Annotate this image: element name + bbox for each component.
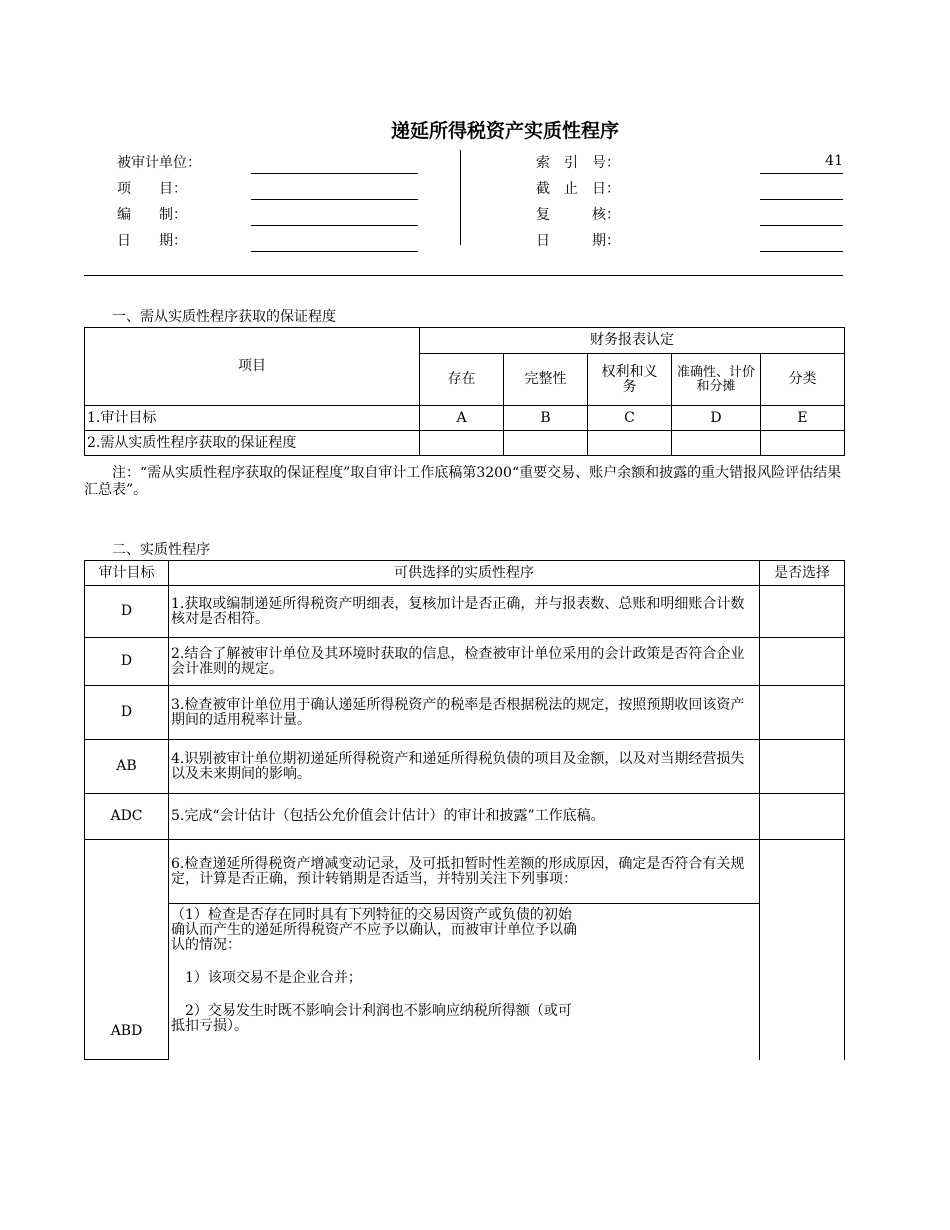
assertion-rights: 权利和义务	[588, 354, 672, 406]
sub-procedure-cell	[169, 904, 760, 1060]
header-label-project: 项 目：	[117, 181, 187, 197]
header-label-cutoff: 截 止 日：	[536, 181, 620, 197]
assurance-cell[interactable]	[761, 431, 845, 456]
objective-header: 审计目标	[85, 561, 169, 586]
header-label-auditee: 被审计单位：	[117, 155, 201, 171]
table-row	[85, 638, 845, 686]
table-row	[85, 904, 845, 1060]
assertion-existence: 存在	[420, 354, 504, 406]
index-field[interactable]: 41	[760, 153, 843, 174]
objective-cell: E	[761, 406, 845, 431]
header-label-date-left: 日 期：	[117, 233, 187, 249]
sub-procedure-item: 1）该项交易不是企业合并；	[171, 970, 362, 986]
selected-cell[interactable]	[760, 586, 845, 638]
assurance-cell[interactable]	[672, 431, 761, 456]
selected-header: 是否选择	[760, 561, 845, 586]
assertion-classification: 分类	[761, 354, 845, 406]
procedure-cell: 1.获取或编制递延所得税资产明细表，复核加计是否正确，并与报表数、总账和明细账合计数核对是否相符。	[169, 586, 760, 638]
assurance-cell[interactable]	[588, 431, 672, 456]
cutoff-field[interactable]	[760, 179, 843, 200]
assurance-table	[84, 327, 845, 456]
section1-heading: 一、需从实质性程序获取的保证程度	[112, 309, 336, 325]
row-label: 2.需从实质性程序获取的保证程度	[85, 431, 420, 456]
header-divider	[460, 150, 461, 245]
objective-cell: A	[420, 406, 504, 431]
section2-heading: 二、实质性程序	[112, 542, 210, 558]
selected-cell[interactable]	[760, 840, 845, 1060]
assertion-accuracy: 准确性、计价和分摊	[672, 354, 761, 406]
objective-cell: D	[85, 638, 169, 686]
date-field-right[interactable]	[760, 231, 843, 252]
preparer-field[interactable]	[251, 205, 418, 226]
objective-cell: D	[85, 686, 169, 740]
procedure-header: 可供选择的实质性程序	[169, 561, 760, 586]
procedure-cell: 5.完成“会计估计（包括公允价值会计估计）的审计和披露”工作底稿。	[169, 794, 760, 840]
section1-note: 注：“需从实质性程序获取的保证程度”取自审计工作底稿第3200“重要交易、账户余额和披露的重大错报风险评估结果汇总表”。	[84, 465, 842, 498]
sub-procedure-intro: （1）检查是否存在同时具有下列特征的交易因资产或负债的初始 确认而产生的递延所得税资产不应予以确认，而被审计单位予以确 认的情况：	[171, 907, 577, 953]
assurance-cell[interactable]	[420, 431, 504, 456]
procedure-cell: 2.结合了解被审计单位及其环境时获取的信息，检查被审计单位采用的会计政策是否符合企业会计准则的规定。	[169, 638, 760, 686]
procedure-cell: 3.检查被审计单位用于确认递延所得税资产的税率是否根据税法的规定，按照预期收回该资产期间的适用税率计量。	[169, 686, 760, 740]
assertions-group-header: 财务报表认定	[420, 328, 845, 354]
row-label: 1.审计目标	[85, 406, 420, 431]
header-label-preparer: 编 制：	[117, 207, 187, 223]
objective-cell: AB	[85, 740, 169, 794]
objective-cell: D	[85, 586, 169, 638]
table-row	[85, 586, 845, 638]
reviewer-field[interactable]	[760, 205, 843, 226]
objective-cell: ABD	[85, 840, 169, 1060]
assurance-cell[interactable]	[504, 431, 588, 456]
header-label-index: 索 引 号：	[536, 155, 620, 171]
objective-cell: D	[672, 406, 761, 431]
header-label-date-right: 日 期：	[536, 233, 620, 249]
page-title: 递延所得税资产实质性程序	[390, 120, 619, 142]
table-row	[85, 740, 845, 794]
objective-cell: C	[588, 406, 672, 431]
selected-cell[interactable]	[760, 638, 845, 686]
table-row	[85, 406, 845, 431]
table-row	[85, 794, 845, 840]
table-row	[85, 840, 845, 904]
auditee-field[interactable]	[251, 153, 418, 174]
procedure-cell: 4.识别被审计单位期初递延所得税资产和递延所得税负债的项目及金额，以及对当期经营损失以及未来期间的影响。	[169, 740, 760, 794]
header-rule	[84, 275, 843, 276]
selected-cell[interactable]	[760, 794, 845, 840]
selected-cell[interactable]	[760, 686, 845, 740]
item-header: 项目	[85, 328, 420, 406]
procedure-cell: 6.检查递延所得税资产增减变动记录，及可抵扣暂时性差额的形成原因，确定是否符合有关规定，计算是否正确，预计转销期是否适当，并特别关注下列事项：	[169, 840, 760, 904]
selected-cell[interactable]	[760, 740, 845, 794]
sub-procedure-item: 2）交易发生时既不影响会计利润也不影响应纳税所得额（或可 抵扣亏损）。	[171, 1003, 572, 1034]
header-label-reviewer: 复 核：	[536, 207, 620, 223]
objective-cell: B	[504, 406, 588, 431]
table-row	[85, 686, 845, 740]
procedures-table	[84, 560, 845, 1060]
table-row	[85, 431, 845, 456]
objective-cell: ADC	[85, 794, 169, 840]
date-field-left[interactable]	[251, 231, 418, 252]
assertion-completeness: 完整性	[504, 354, 588, 406]
project-field[interactable]	[251, 179, 418, 200]
